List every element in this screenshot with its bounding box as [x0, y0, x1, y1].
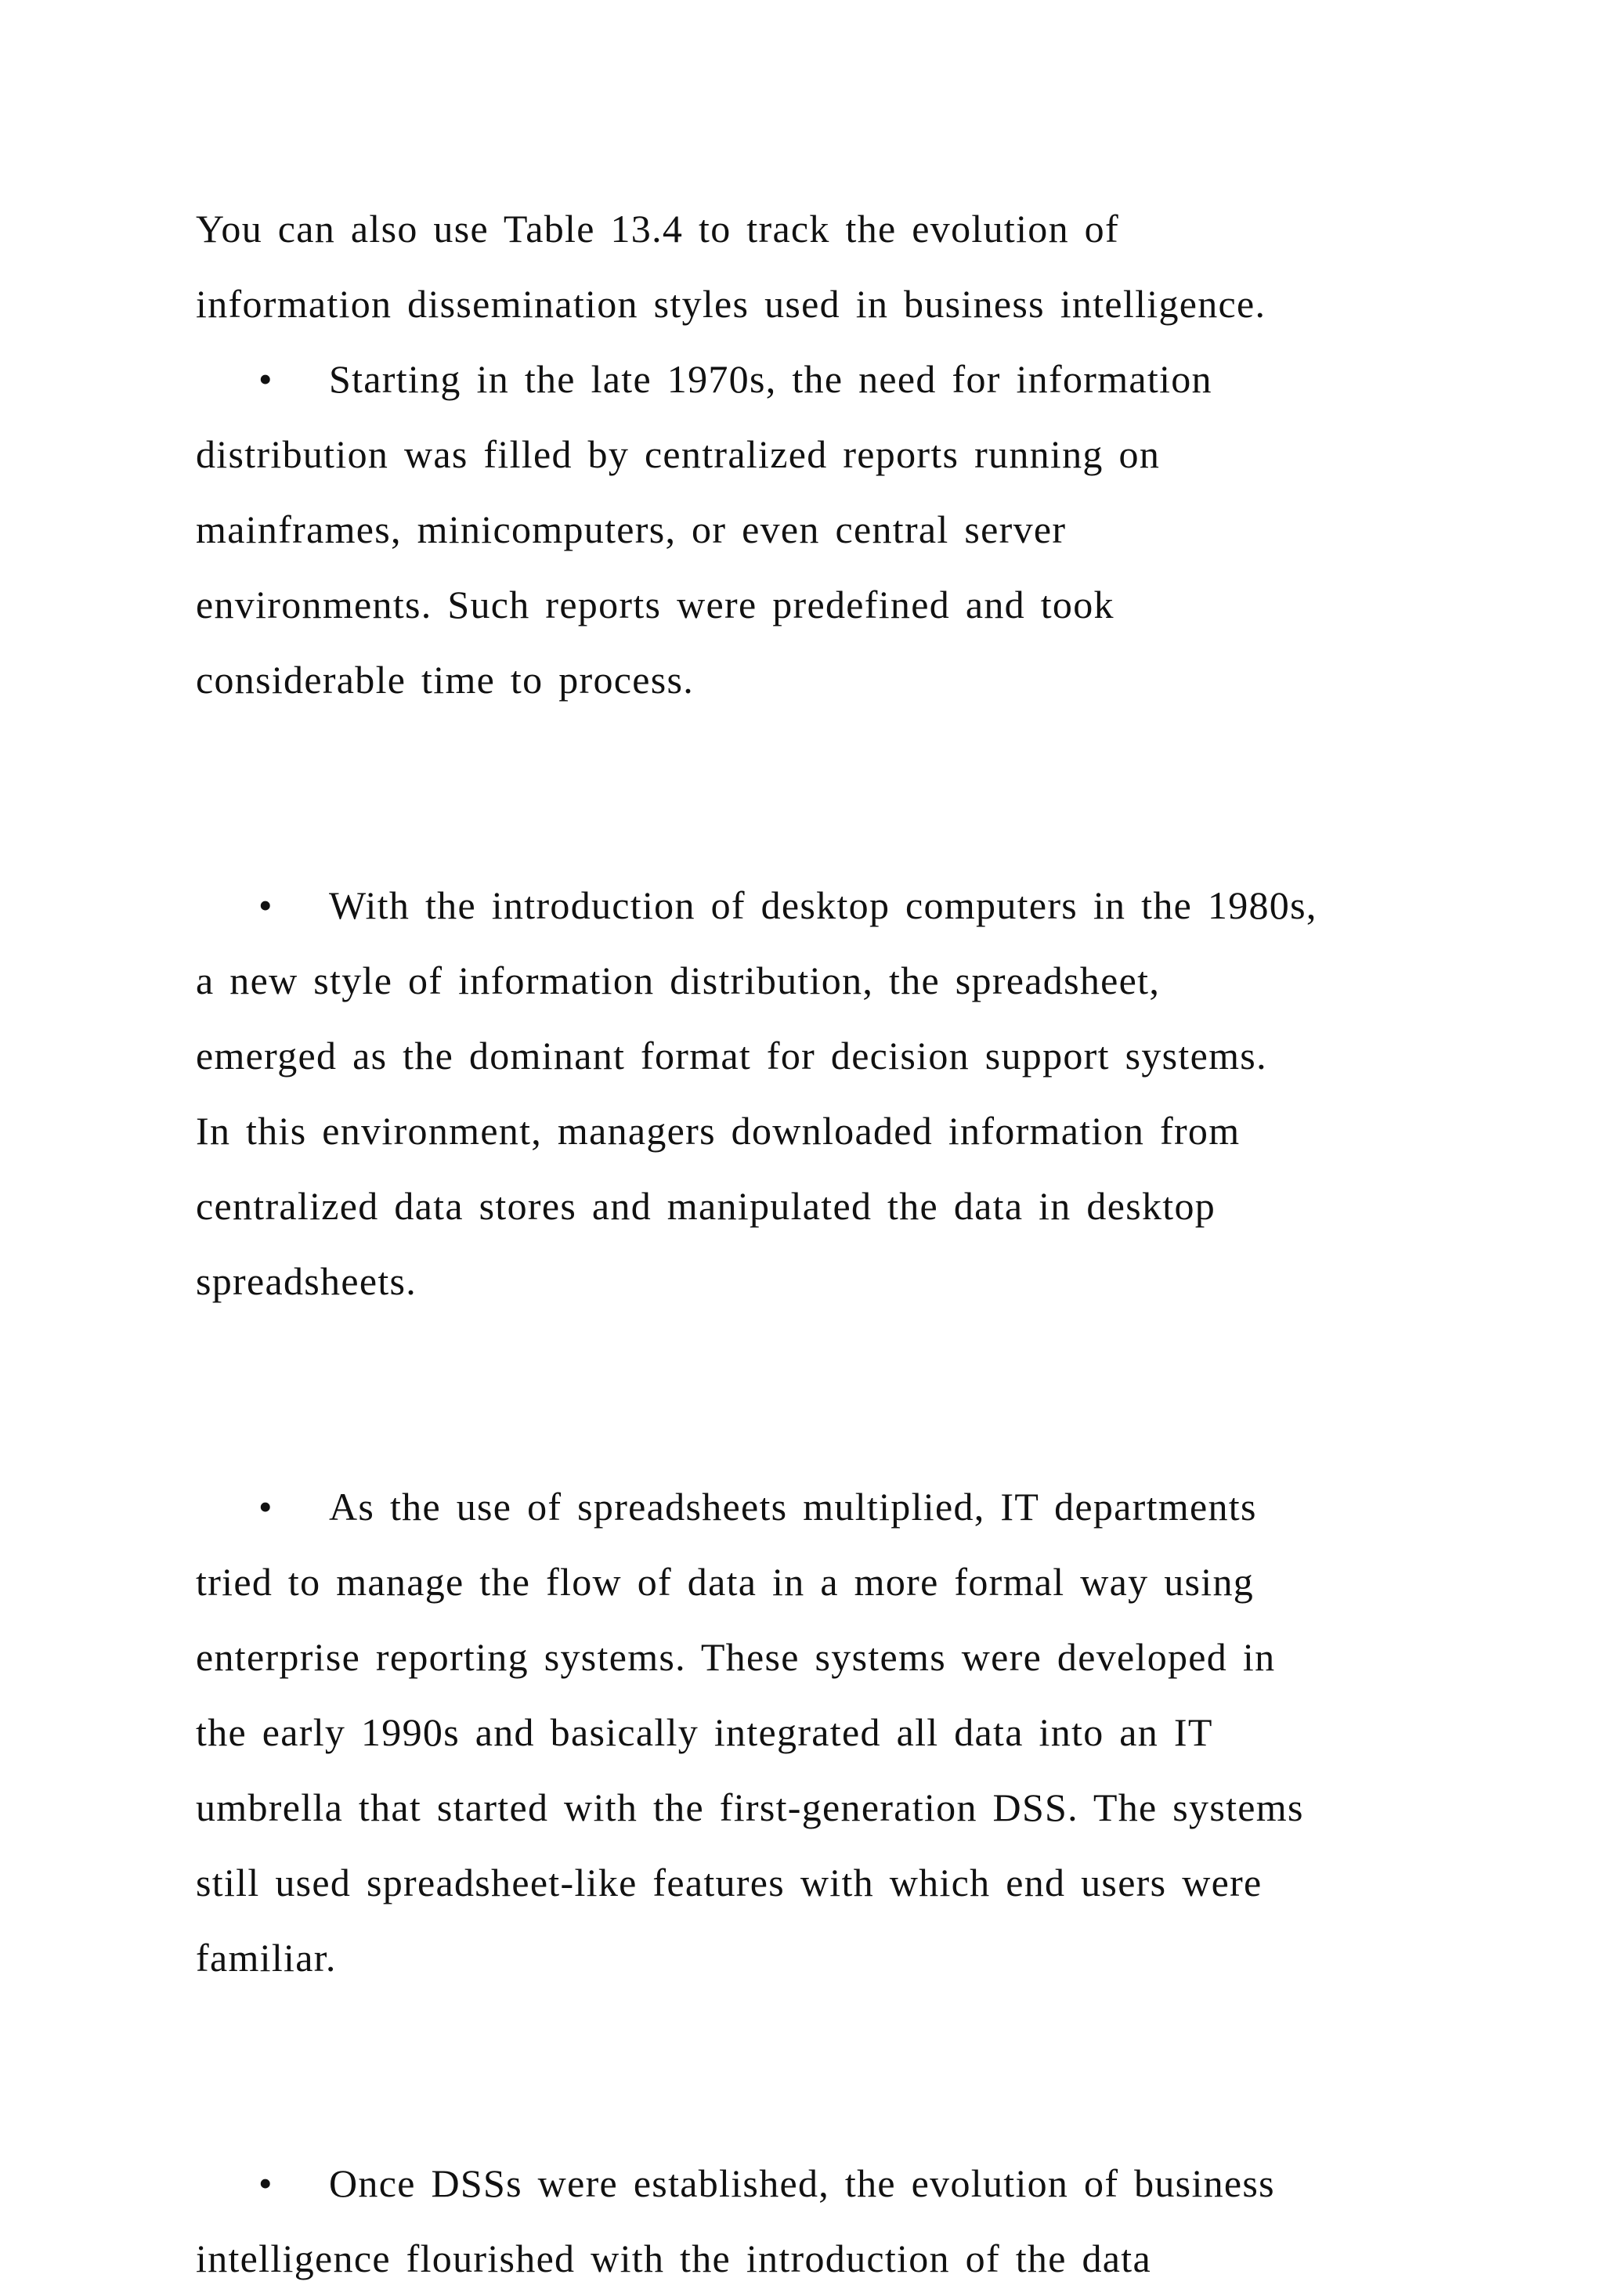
text-line: intelligence flourished with the introduction of the data	[196, 2236, 1151, 2280]
document-body	[196, 191, 1488, 2296]
bullet-first-line	[196, 2146, 1488, 2221]
intro-paragraph	[196, 191, 1488, 341]
paragraph-gap	[196, 1319, 1488, 1469]
text-line: enterprise reporting systems. These systems were developed in	[196, 1635, 1276, 1679]
bullet-item	[196, 2146, 1488, 2296]
bullet-marker: •	[258, 357, 273, 401]
bullet-item	[196, 868, 1488, 1319]
text-line: considerable time to process.	[196, 658, 695, 702]
text-line: tried to manage the flow of data in a more formal way using	[196, 1560, 1255, 1604]
text-line: spreadsheets.	[196, 1259, 417, 1303]
text-line: centralized data stores and manipulated the data in desktop	[196, 1184, 1216, 1228]
text-line: Starting in the late 1970s, the need for information	[329, 357, 1212, 401]
text-line: As the use of spreadsheets multiplied, IT departments	[329, 1485, 1257, 1529]
text-line: familiar.	[196, 1936, 337, 1980]
bullet-item	[196, 341, 1488, 717]
text-line: With the introduction of desktop computers in the 1980s,	[329, 883, 1317, 927]
bullet-marker: •	[258, 2161, 273, 2205]
text-line: Once DSSs were established, the evolution of business	[329, 2161, 1275, 2205]
paragraph-gap	[196, 717, 1488, 868]
bullet-item	[196, 1469, 1488, 1995]
bullet-marker: •	[258, 883, 273, 927]
bullet-first-line	[196, 341, 1488, 417]
bullet-marker: •	[258, 1485, 273, 1529]
paragraph-gap	[196, 1995, 1488, 2146]
text-line: environments. Such reports were predefined and took	[196, 583, 1114, 626]
bullet-first-line	[196, 868, 1488, 943]
text-line: the early 1990s and basically integrated all data into an IT	[196, 1710, 1213, 1754]
text-line: umbrella that started with the first-generation DSS. The systems	[196, 1785, 1304, 1829]
text-line: emerged as the dominant format for decision support systems.	[196, 1034, 1267, 1078]
text-line: You can also use Table 13.4 to track the evolution of	[196, 207, 1119, 251]
text-line: a new style of information distribution, the spreadsheet,	[196, 958, 1161, 1002]
text-line: In this environment, managers downloaded information from	[196, 1109, 1241, 1153]
text-line: mainframes, minicomputers, or even central server	[196, 507, 1067, 551]
bullet-first-line	[196, 1469, 1488, 1544]
text-line: information dissemination styles used in business intelligence.	[196, 282, 1266, 326]
text-line: distribution was filled by centralized reports running on	[196, 432, 1161, 476]
text-line: still used spreadsheet-like features with which end users were	[196, 1861, 1263, 1904]
